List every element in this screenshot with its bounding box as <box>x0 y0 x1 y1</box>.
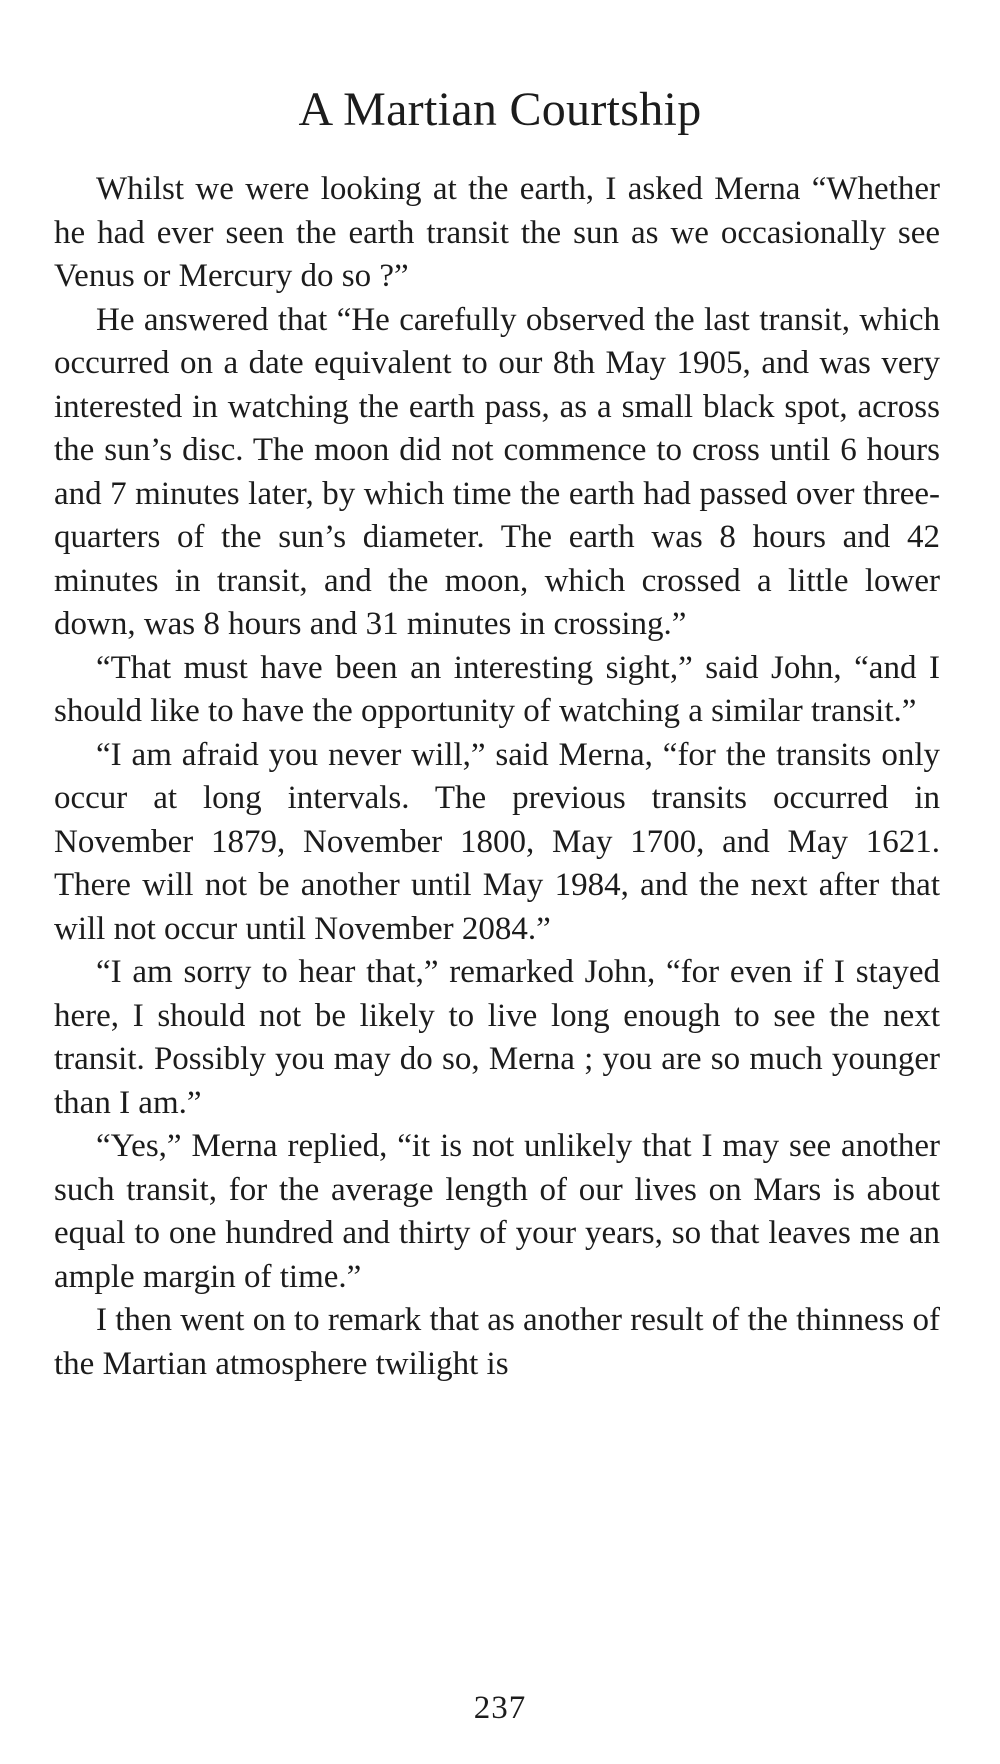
paragraph-4: “I am afraid you never will,” said Merna, “for the transits only occur at long intervals. The previous transits occurred in November 1879, November 1800, May 1700, and May 1621. There will not be another until May 1984, and the next after that will not occur until November 2084.” <box>54 736 940 947</box>
paragraph-6: “Yes,” Merna replied, “it is not unlikely that I may see another such transit, for the average length of our lives on Mars is about equal to one hundred and thirty of your years, so that leaves me an ample margin of time.” <box>54 1128 940 1295</box>
paragraph-1: Whilst we were looking at the earth, I asked Merna “Whether he had ever seen the earth transit the sun as we occasionally see Venus or Mercury do so ?” <box>54 171 940 294</box>
paragraph-2: He answered that “He carefully observed the last transit, which occurred on a date equivalent to our 8th May 1905, and was very interested in watching the earth pass, as a small black spot, across the sun’s disc. The moon did not commence to cross until 6 hours and 7 minutes later, by which time the earth had passed over three-quarters of the sun’s diameter. The earth was 8 hours and 42 minutes in transit, and the moon, which crossed a little lower down, was 8 hours and 31 minutes in crossing.” <box>54 301 940 642</box>
running-head: A Martian Courtship <box>298 83 702 136</box>
body-text <box>54 168 940 1386</box>
paragraph-7: I then went on to remark that as another result of the thinness of the Martian atmosphere twilight is <box>54 1302 941 1382</box>
paragraph-3: “That must have been an interesting sight,” said John, “and I should like to have the opportunity of watching a similar transit.” <box>54 649 940 729</box>
paragraph-5: “I am sorry to hear that,” remarked John, “for even if I stayed here, I should not be likely to live long enough to see the next transit. Possibly you may do so, Merna ; you are so much younger than I am.” <box>54 954 940 1121</box>
page-number: 237 <box>473 1690 527 1726</box>
